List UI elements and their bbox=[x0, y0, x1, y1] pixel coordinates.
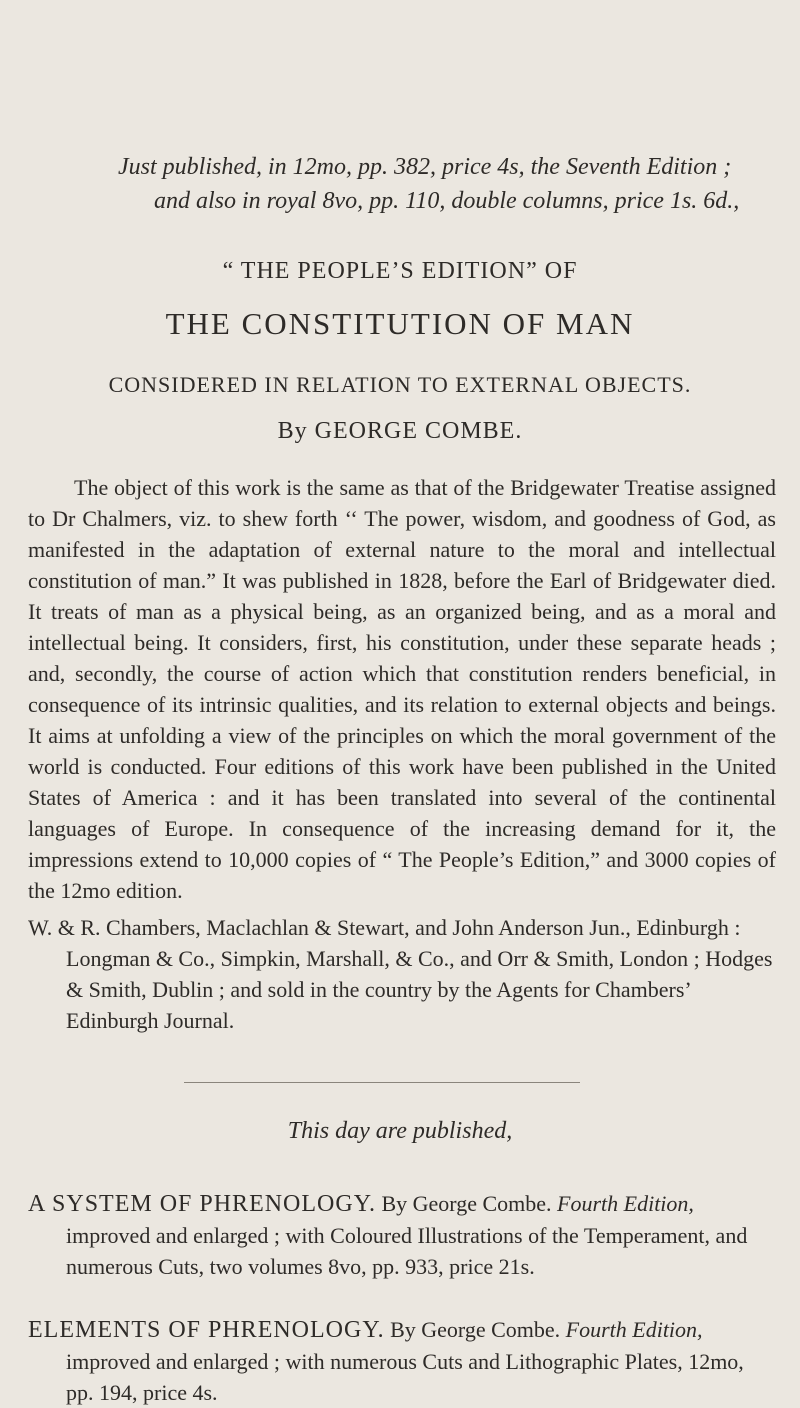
intro-line-2: and also in royal 8vo, pp. 110, double columns, price 1s. 6d., bbox=[154, 188, 740, 214]
elements-author: By George Combe. bbox=[390, 1317, 561, 1342]
publishers-paragraph: W. & R. Chambers, Maclachlan & Stewart, and John Anderson Jun., Edinburgh : Longman & Co., Simpkin, Marshall, & Co., and Orr & Smith, London ; Hodges & Smith, Dublin ; and sold in the country by the Agents for Chambers’ Edinburgh Journal. bbox=[28, 915, 773, 1033]
this-day-heading: This day are published, bbox=[287, 1118, 513, 1144]
book-subtitle: CONSIDERED IN RELATION TO EXTERNAL OBJECTS. bbox=[108, 372, 692, 397]
system-title: A SYSTEM OF PHRENOLOGY. bbox=[28, 1191, 376, 1217]
book-author: By GEORGE COMBE. bbox=[277, 418, 523, 444]
system-author: By George Combe. bbox=[381, 1191, 552, 1216]
intro-line-1: Just published, in 12mo, pp. 382, price 4s, the Seventh Edition ; bbox=[118, 154, 732, 180]
elements-of-phrenology-entry bbox=[28, 1314, 776, 1408]
system-details: improved and enlarged ; with Coloured Illustrations of the Temperament, and numerous Cuts, two volumes 8vo, pp. 933, price 21s. bbox=[66, 1223, 748, 1279]
peoples-edition-heading: “ THE PEOPLE’S EDITION” OF bbox=[222, 258, 578, 284]
elements-details: improved and enlarged ; with numerous Cuts and Lithographic Plates, 12mo, pp. 194, price 4s. bbox=[66, 1349, 744, 1405]
book-title: THE CONSTITUTION OF MAN bbox=[165, 306, 635, 341]
elements-title: ELEMENTS OF PHRENOLOGY. bbox=[28, 1317, 385, 1343]
system-edition: Fourth Edition, bbox=[557, 1191, 694, 1216]
intro-notice bbox=[118, 150, 758, 218]
section-divider bbox=[184, 1082, 580, 1083]
elements-edition: Fourth Edition, bbox=[565, 1317, 703, 1342]
description-paragraph: The object of this work is the same as that of the Bridgewater Treatise assigned to Dr Chalmers, viz. to shew forth ‘‘ The power, wisdom, and goodness of God, as manifested in the adaptation of external nature to the moral and intellectual constitution of man.” It was published in 1828, before the Earl of Bridgewater died. It treats of man as a physical being, as an organized being, and as a moral and intellectual being. It considers, first, his constitution, under these separate heads ; and, secondly, the course of action which that constitution renders beneficial, in consequence of its intrinsic qualities, and its relation to external objects and beings. It aims at unfolding a view of the principles on which the moral government of the world is conducted. Four editions of this work have been published in the United States of America : and it has been translated into several of the continental languages of Europe. In consequence of the increasing demand for it, the impressions extend to 10,000 copies of “ The People’s Edition,” and 3000 copies of the 12mo edition. bbox=[28, 475, 776, 903]
system-of-phrenology-entry bbox=[28, 1188, 776, 1282]
